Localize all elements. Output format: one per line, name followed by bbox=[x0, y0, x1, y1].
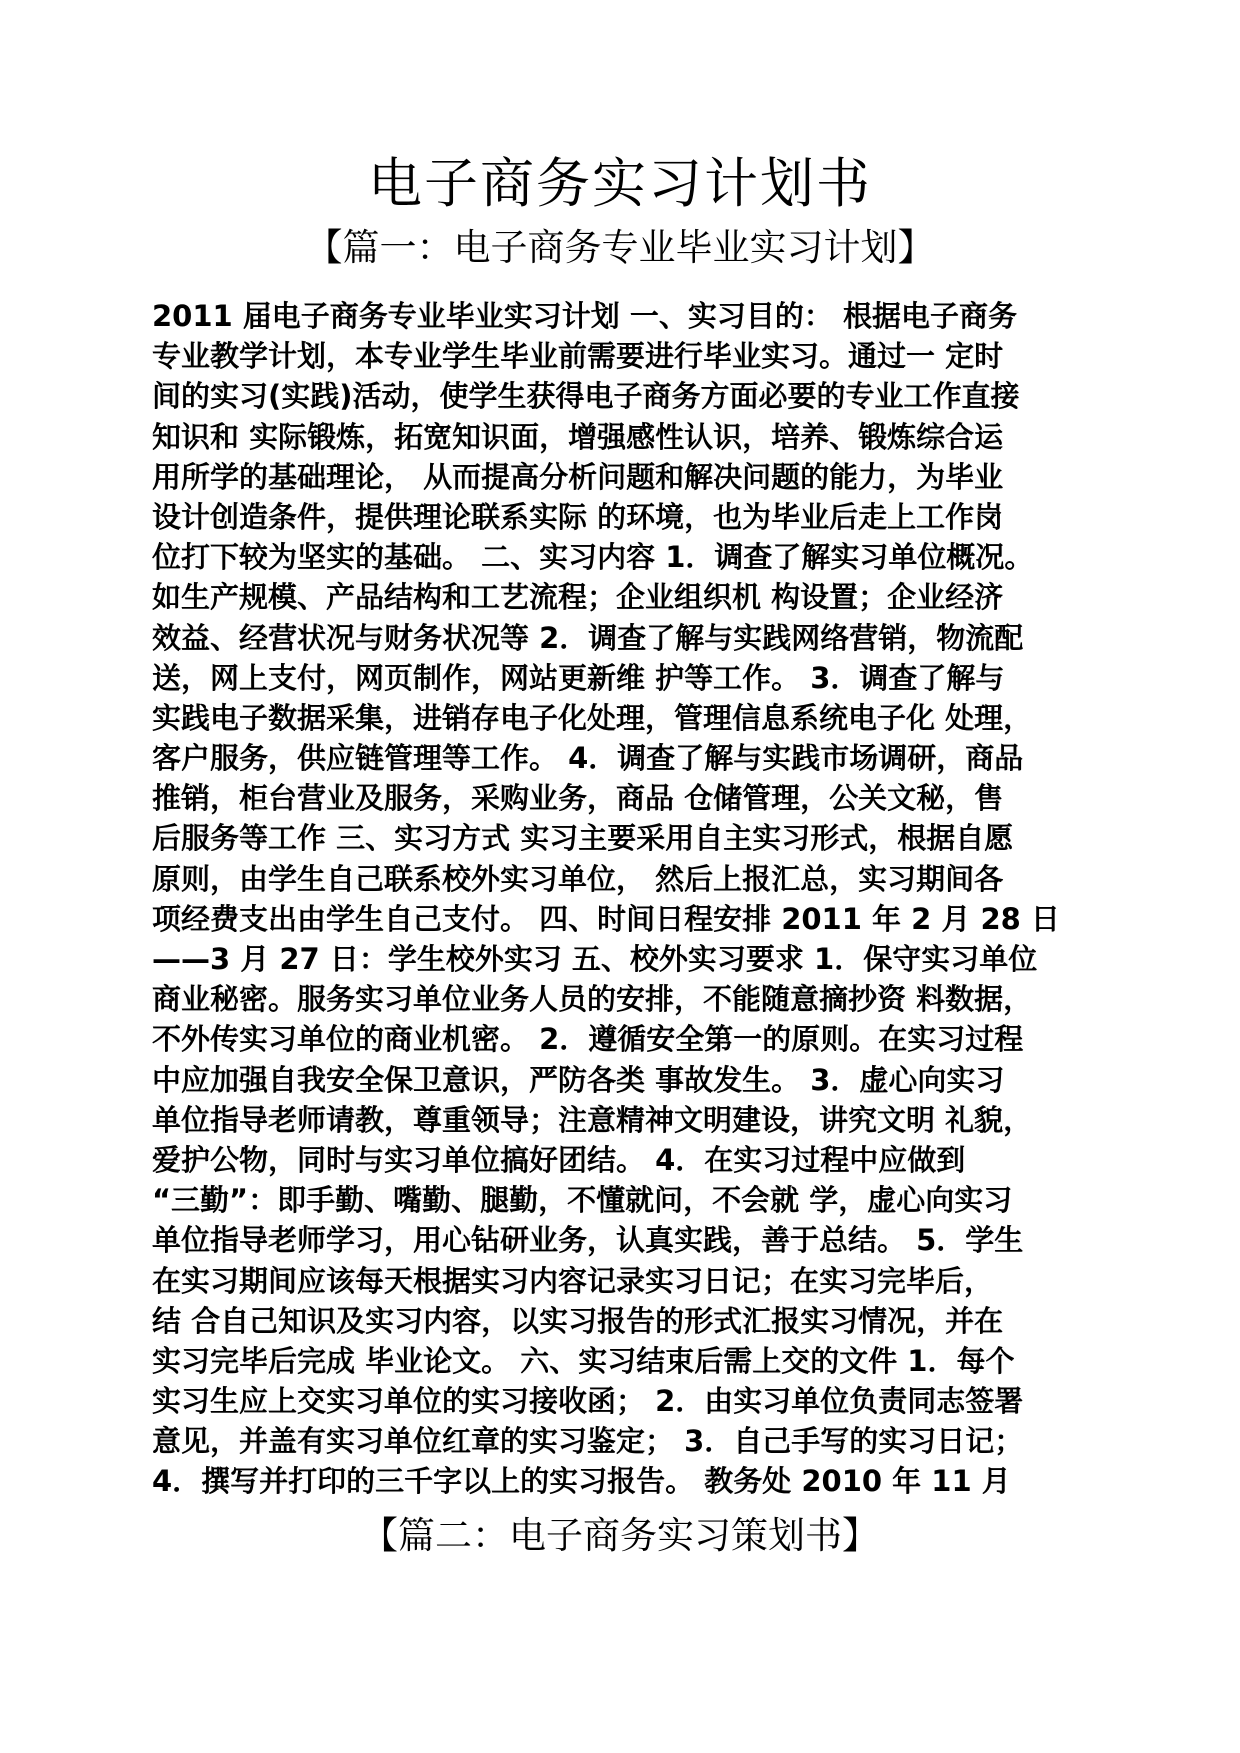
body-line: “三勤”：即手勤、嘴勤、腿勤，不懂就问，不会就 学，虚心向实习 bbox=[152, 1183, 1013, 1218]
body-line: 效益、经营状况与财务状况等 2．调查了解与实践网络营销，物流配 bbox=[152, 620, 1024, 655]
body-line: 知识和 实际锻炼，拓宽知识面，增强感性认识，培养、锻炼综合运 bbox=[152, 419, 1004, 454]
body-line: 4．撰写并打印的三千字以上的实习报告。 教务处 2010 年 11 月 bbox=[152, 1464, 1011, 1499]
document-title: 电子商务实习计划书 bbox=[368, 152, 872, 215]
body-line: 实践电子数据采集，进销存电子化处理，管理信息系统电子化 处理， bbox=[152, 700, 1033, 735]
body-text bbox=[152, 296, 1112, 1502]
body-line: 单位指导老师学习，用心钻研业务，认真实践，善于总结。 5．学生 bbox=[152, 1223, 1024, 1258]
body-line: 原则，由学生自己联系校外实习单位， 然后上报汇总，实习期间各 bbox=[152, 861, 1004, 896]
body-line: 客户服务，供应链管理等工作。 4．调查了解与实践市场调研，商品 bbox=[152, 741, 1024, 776]
body-line: 结 合自己知识及实习内容，以实习报告的形式汇报实习情况，并在 bbox=[152, 1303, 1004, 1338]
section-heading-2: 【篇二：电子商务实习策划书】 bbox=[361, 1514, 879, 1557]
body-line: 用所学的基础理论， 从而提高分析问题和解决问题的能力，为毕业 bbox=[152, 459, 1004, 494]
body-line: 专业教学计划，本专业学生毕业前需要进行毕业实习。通过一 定时 bbox=[152, 339, 1004, 374]
body-line: ——3 月 27 日：学生校外实习 五、校外实习要求 1．保守实习单位 bbox=[152, 942, 1038, 976]
body-line: 商业秘密。服务实习单位业务人员的安排，不能随意摘抄资 料数据， bbox=[152, 982, 1033, 1017]
body-line: 间的实习(实践)活动，使学生获得电子商务方面必要的专业工作直接 bbox=[152, 379, 1020, 414]
body-line: 位打下较为坚实的基础。 二、实习内容 1．调查了解实习单位概况。 bbox=[152, 540, 1034, 575]
body-line: 在实习期间应该每天根据实习内容记录实习日记；在实习完毕后， bbox=[152, 1263, 994, 1298]
body-line: 意见，并盖有实习单位红章的实习鉴定； 3．自己手写的实习日记； bbox=[152, 1424, 1024, 1459]
body-line: 爱护公物，同时与实习单位搞好团结。 4．在实习过程中应做到 bbox=[152, 1142, 966, 1177]
body-line: 设计创造条件，提供理论联系实际 的环境，也为毕业后走上工作岗 bbox=[152, 499, 1004, 534]
body-line: 2011 届电子商务专业毕业实习计划 一、实习目的： 根据电子商务 bbox=[152, 299, 1018, 333]
body-line: 不外传实习单位的商业机密。 2．遵循安全第一的原则。在实习过程 bbox=[152, 1022, 1024, 1057]
body-line: 后服务等工作 三、实习方式 实习主要采用自主实习形式，根据自愿 bbox=[152, 821, 1014, 856]
body-line: 实习完毕后完成 毕业论文。 六、实习结束后需上交的文件 1．每个 bbox=[152, 1343, 1015, 1378]
body-line: 如生产规模、产品结构和工艺流程；企业组织机 构设置；企业经济 bbox=[152, 580, 1004, 615]
body-line: 送，网上支付，网页制作，网站更新维 护等工作。 3．调查了解与 bbox=[152, 660, 1005, 695]
section-heading-1: 【篇一：电子商务专业毕业实习计划】 bbox=[305, 226, 935, 269]
body-line: 单位指导老师请教，尊重领导；注意精神文明建设，讲究文明 礼貌， bbox=[152, 1102, 1033, 1137]
body-line: 实习生应上交实习单位的实习接收函； 2．由实习单位负责同志签署 bbox=[152, 1384, 1024, 1419]
body-line: 推销，柜台营业及服务，采购业务，商品 仓储管理，公关文秘，售 bbox=[152, 781, 1004, 816]
body-line: 中应加强自我安全保卫意识，严防各类 事故发生。 3．虚心向实习 bbox=[152, 1062, 1005, 1097]
body-line: 项经费支出由学生自己支付。 四、时间日程安排 2011 年 2 月 28 日 bbox=[152, 901, 1060, 936]
